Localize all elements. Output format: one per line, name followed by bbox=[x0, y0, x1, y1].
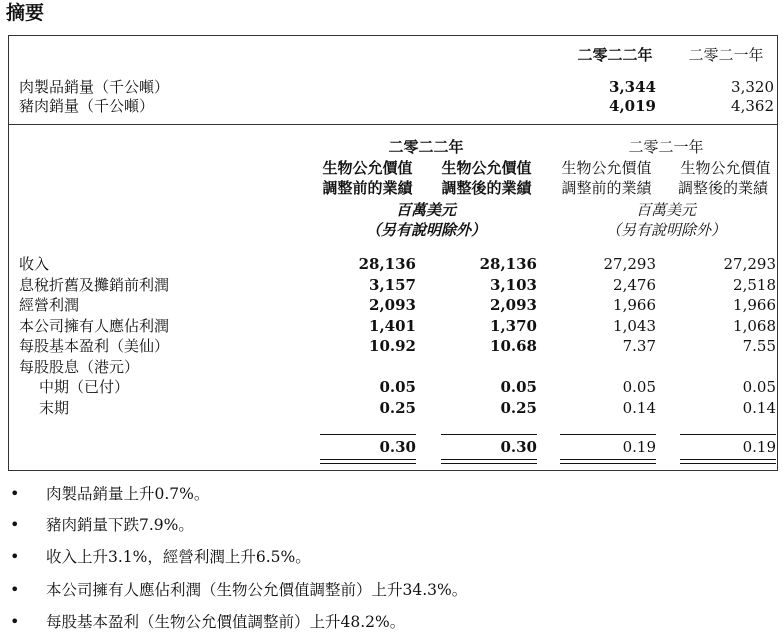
fin-row-label: 每股股息（港元） bbox=[19, 358, 140, 376]
fin-row-value: 10.92 bbox=[369, 337, 416, 355]
fin-row-value: 10.68 bbox=[490, 337, 537, 355]
fin-row-value: 1,068 bbox=[733, 317, 776, 335]
col-head-post-adjust-2022: 調整後的業績 bbox=[441, 179, 532, 197]
fin-row-value: 7.37 bbox=[622, 337, 656, 355]
total-double-rule bbox=[441, 459, 537, 464]
bullet-icon: • bbox=[10, 515, 20, 534]
year-header-2021: 二零二一年 bbox=[688, 46, 764, 64]
fin-row-label: 息稅折舊及攤銷前利潤 bbox=[19, 276, 170, 294]
fin-row-value: 1,043 bbox=[613, 317, 656, 335]
bullet-icon: • bbox=[10, 612, 20, 631]
col-head-pre-adjust-2022: 生物公允價值 bbox=[322, 159, 413, 177]
unit-note-2021: （另有說明除外） bbox=[605, 221, 726, 239]
fin-year-header-2022: 二零二二年 bbox=[388, 138, 464, 156]
fin-row-value: 0.05 bbox=[622, 378, 656, 396]
fin-row-label: 經營利潤 bbox=[19, 296, 80, 314]
col-head-post-adjust-2021: 調整後的業績 bbox=[677, 179, 768, 197]
fin-row-label: 收入 bbox=[19, 255, 50, 273]
col-head-pre-adjust-2021: 調整前的業績 bbox=[561, 179, 652, 197]
volume-row-value-2021: 3,320 bbox=[731, 78, 774, 96]
highlight-item: 肉製品銷量上升0.7%。 bbox=[46, 485, 210, 503]
highlight-item: 每股基本盈利（生物公允價值調整前）上升48.2%。 bbox=[46, 613, 406, 631]
fin-row-value: 2,093 bbox=[369, 296, 416, 314]
bullet-icon: • bbox=[10, 580, 20, 599]
fin-row-value: 2,476 bbox=[613, 276, 656, 294]
bullet-icon: • bbox=[10, 484, 20, 503]
col-head-pre-adjust-2022: 調整前的業績 bbox=[322, 179, 413, 197]
unit-label-2022: 百萬美元 bbox=[395, 201, 456, 219]
total-value: 0.19 bbox=[742, 438, 776, 456]
fin-row-value: 2,518 bbox=[733, 276, 776, 294]
fin-row-value: 1,966 bbox=[733, 296, 776, 314]
highlight-item: 本公司擁有人應佔利潤（生物公允價值調整前）上升34.3%。 bbox=[46, 581, 468, 599]
volume-row-value-2022: 3,344 bbox=[609, 78, 656, 96]
subtotal-rule bbox=[441, 434, 537, 435]
total-value: 0.19 bbox=[622, 438, 656, 456]
fin-row-value: 2,093 bbox=[490, 296, 537, 314]
unit-label-2021: 百萬美元 bbox=[635, 201, 696, 219]
page-title: 摘要 bbox=[6, 2, 45, 24]
fin-year-header-2021: 二零二一年 bbox=[628, 138, 704, 156]
fin-row-label: 末期 bbox=[39, 399, 70, 417]
fin-row-value: 0.05 bbox=[500, 378, 537, 396]
subtotal-rule bbox=[680, 434, 776, 435]
fin-row-value: 7.55 bbox=[742, 337, 776, 355]
fin-row-value: 0.05 bbox=[379, 378, 416, 396]
fin-row-value: 3,157 bbox=[369, 276, 416, 294]
col-head-post-adjust-2022: 生物公允價值 bbox=[441, 159, 532, 177]
fin-row-value: 27,293 bbox=[603, 255, 656, 273]
year-header-2022: 二零二二年 bbox=[577, 46, 653, 64]
col-head-pre-adjust-2021: 生物公允價值 bbox=[561, 159, 652, 177]
col-head-post-adjust-2021: 生物公允價值 bbox=[680, 159, 771, 177]
fin-row-value: 0.14 bbox=[622, 399, 656, 417]
fin-row-label: 每股基本盈利（美仙） bbox=[19, 337, 170, 355]
highlight-item: 豬肉銷量下跌7.9%。 bbox=[46, 516, 194, 534]
fin-row-value: 3,103 bbox=[490, 276, 537, 294]
highlight-item: 收入上升3.1%，經營利潤上升6.5%。 bbox=[46, 548, 311, 566]
volume-row-value-2022: 4,019 bbox=[609, 97, 656, 115]
fin-row-value: 0.14 bbox=[742, 399, 776, 417]
fin-row-value: 0.25 bbox=[500, 399, 537, 417]
fin-row-value: 28,136 bbox=[479, 255, 537, 273]
total-double-rule bbox=[560, 459, 656, 464]
fin-row-value: 1,370 bbox=[490, 317, 537, 335]
total-value: 0.30 bbox=[379, 438, 416, 456]
fin-row-value: 1,401 bbox=[369, 317, 416, 335]
fin-row-value: 1,966 bbox=[613, 296, 656, 314]
fin-row-value: 0.25 bbox=[379, 399, 416, 417]
fin-row-value: 0.05 bbox=[742, 378, 776, 396]
total-double-rule bbox=[320, 459, 416, 464]
bullet-icon: • bbox=[10, 547, 20, 566]
volume-row-value-2021: 4,362 bbox=[731, 97, 774, 115]
total-double-rule bbox=[680, 459, 776, 464]
fin-row-value: 27,293 bbox=[723, 255, 776, 273]
fin-row-label: 本公司擁有人應佔利潤 bbox=[19, 317, 170, 335]
section-divider bbox=[8, 124, 778, 125]
total-value: 0.30 bbox=[500, 438, 537, 456]
subtotal-rule bbox=[560, 434, 656, 435]
volume-row-label: 肉製品銷量（千公噸） bbox=[19, 78, 170, 96]
unit-note-2022: （另有說明除外） bbox=[365, 221, 486, 239]
subtotal-rule bbox=[320, 434, 416, 435]
fin-row-value: 28,136 bbox=[358, 255, 416, 273]
fin-row-label: 中期（已付） bbox=[39, 378, 130, 396]
volume-row-label: 豬肉銷量（千公噸） bbox=[19, 97, 155, 115]
